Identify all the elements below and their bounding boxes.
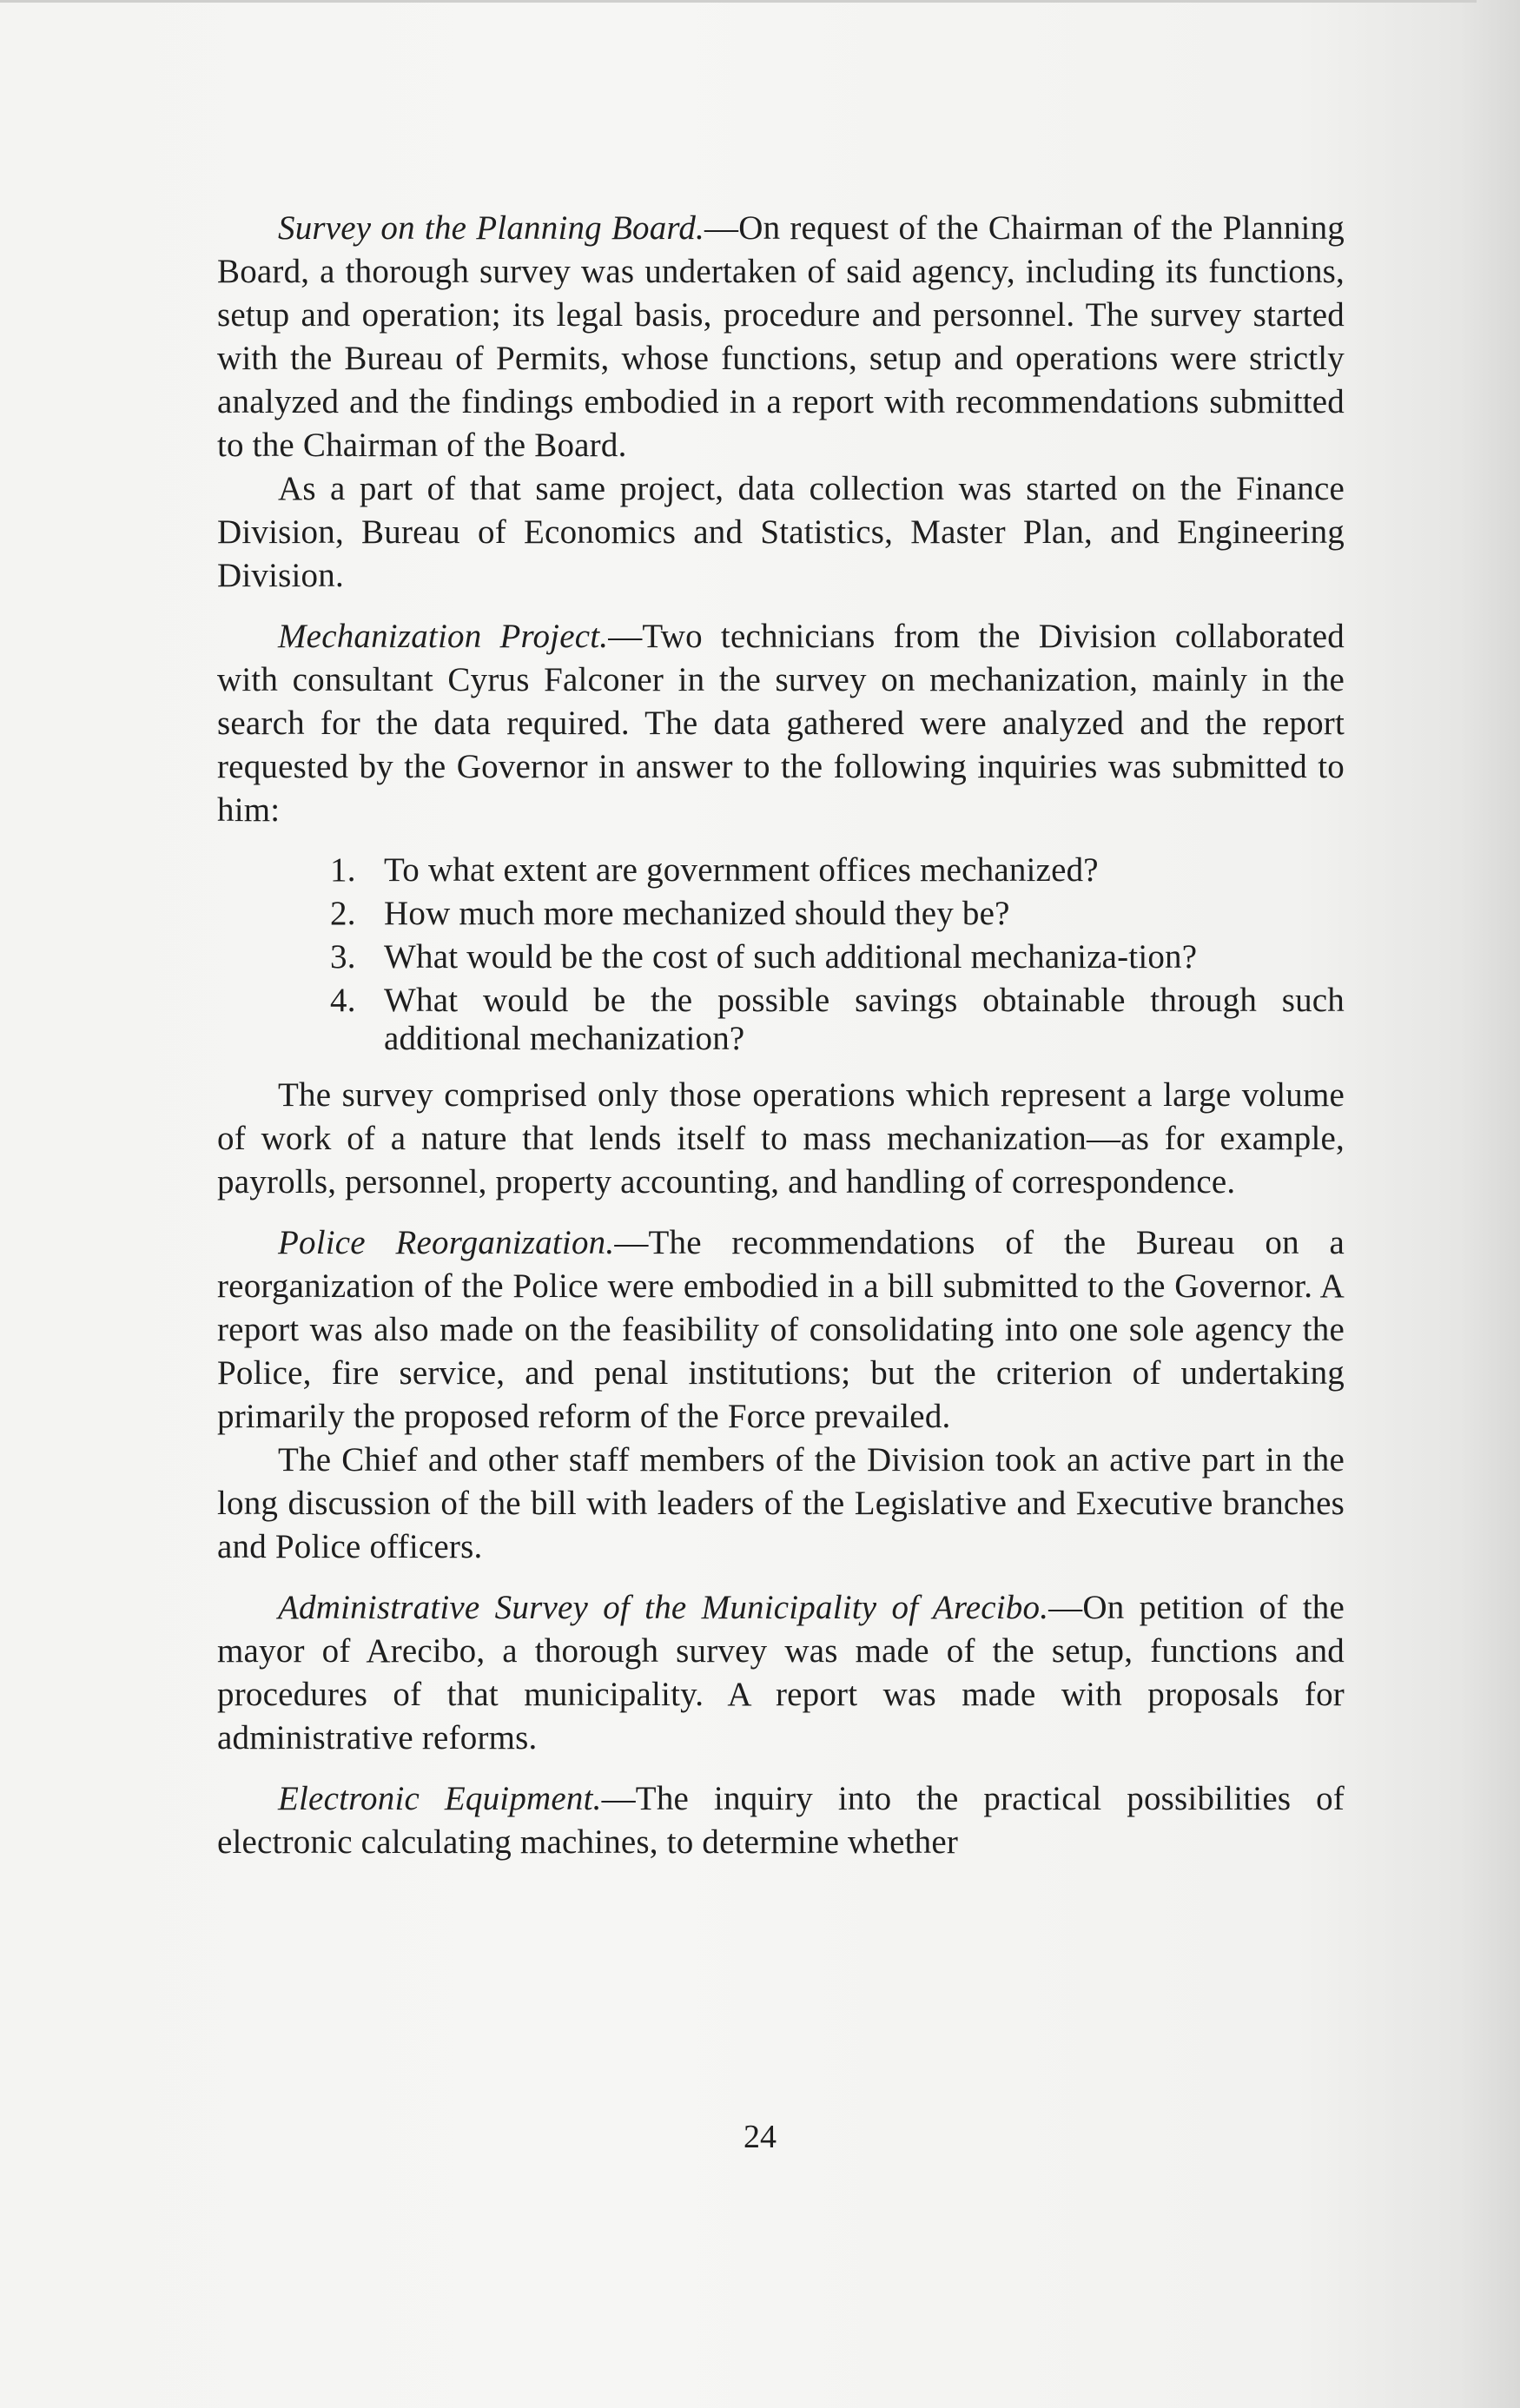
paragraph-arecibo-body: —On petition of the mayor of Arecibo, a thorough survey was made of the setup, functions and procedures of that municipality. A report was made with proposals for administrative reforms. [217, 1589, 1345, 1756]
inquiry-number: 1. [330, 851, 356, 889]
inquiry-list [217, 851, 1345, 1058]
paragraph-electronic [217, 1777, 1345, 1864]
inquiry-text: To what extent are government offices mechanized? [384, 851, 1099, 889]
inquiry-text: What would be the cost of such additional mechaniza-tion? [384, 938, 1198, 976]
inquiry-number: 2. [330, 895, 356, 932]
section-title-electronic: Electronic Equipment. [278, 1780, 602, 1817]
paragraph-mechanization-body: —Two technicians from the Division collaborated with consultant Cyrus Falconer in the survey on mechanization, mainly in the search for the data required. The data gathered were analyzed and the report requested by the Governor in answer to the following inquiries was submitted to him: [217, 618, 1345, 829]
paragraph-arecibo [217, 1586, 1345, 1760]
inquiry-item [330, 895, 1345, 933]
section-title-planning-board: Survey on the Planning Board. [278, 209, 704, 247]
paragraph-police-continuation: The Chief and other staff members of the Division took an active part in the long discussion of the bill with leaders of the Legislative and Executive branches and Police officers. [217, 1441, 1345, 1565]
inquiry-text: What would be the possible savings obtainable through such additional mechanization? [384, 982, 1345, 1057]
paragraph-mechanization [217, 615, 1345, 832]
inquiry-item [330, 938, 1345, 976]
paragraph-police [217, 1221, 1345, 1439]
paragraph-electronic-body: —The inquiry into the practical possibilities of electronic calculating machines, to determine whether [217, 1780, 1345, 1861]
top-edge-rule [0, 0, 1477, 3]
section-title-arecibo: Administrative Survey of the Municipality of Arecibo. [278, 1589, 1049, 1626]
inquiry-number: 4. [330, 982, 356, 1019]
paragraph-planning-board [217, 207, 1345, 467]
inquiry-text: How much more mechanized should they be? [384, 895, 1010, 932]
section-title-police: Police Reorganization. [278, 1224, 615, 1261]
paragraph-planning-board-body: —On request of the Chairman of the Planning Board, a thorough survey was undertaken of said agency, including its functions, setup and operation; its legal basis, procedure and personnel. The survey started with the Bureau of Permits, whose functions, setup and operations were strictly analyzed and the findings embodied in a report with recommendations submitted to the Chairman of the Board. [217, 209, 1345, 464]
body-text [217, 207, 1345, 1864]
section-title-mechanization: Mechanization Project. [278, 618, 609, 655]
inquiry-number: 3. [330, 938, 356, 976]
paragraph-police-body: —The recommendations of the Bureau on a reorganization of the Police were embodied in a bill submitted to the Governor. A report was also made on the feasibility of consolidating into one sole agency the Police, fire service, and penal institutions; but the criterion of undertaking primarily the proposed reform of the Force prevailed. [217, 1224, 1345, 1435]
paragraph-planning-board-continuation: As a part of that same project, data collection was started on the Finance Division, Bureau of Economics and Statistics, Master Plan, and Engineering Division. [217, 470, 1345, 594]
inquiry-item [330, 982, 1345, 1058]
page-number: 24 [743, 2119, 777, 2155]
inquiry-item [330, 851, 1345, 890]
paragraph-mechanization-continuation: The survey comprised only those operations which represent a large volume of work of a nature that lends itself to mass mechanization—as for example, payrolls, personnel, property accounting, and handling of correspondence. [217, 1076, 1345, 1201]
